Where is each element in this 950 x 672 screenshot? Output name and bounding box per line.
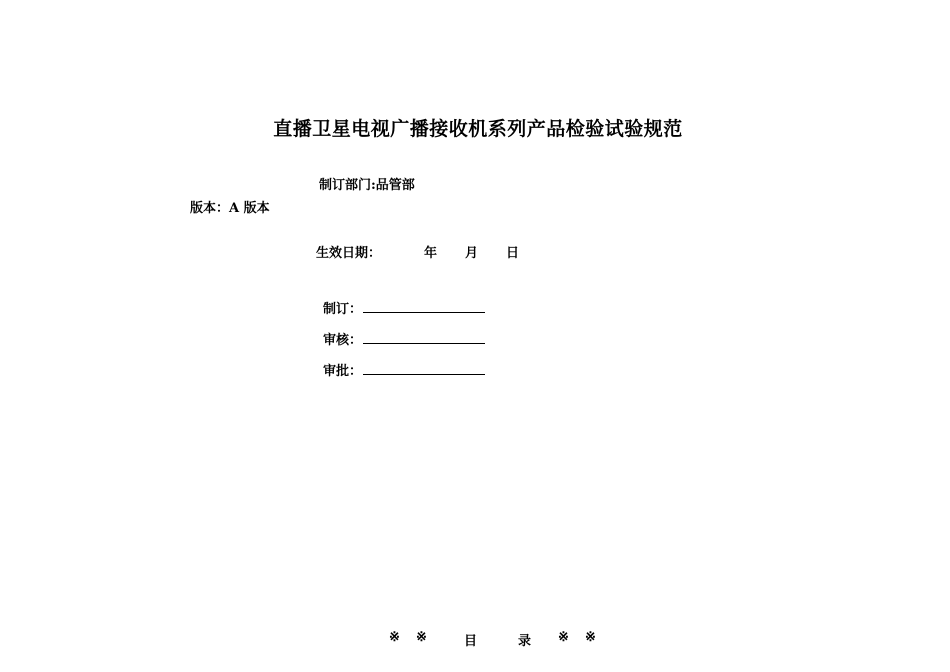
date-year-label: 年 [424,246,438,261]
approve-label: 审批： [323,364,363,379]
date-month-label: 月 [465,246,479,261]
department-field: 制订部门:品管部 [319,178,415,193]
draft-label: 制订： [323,302,363,317]
toc-heading-char-lu: 录 [518,634,532,649]
toc-reference-mark: ※ [585,630,596,645]
version-field: 版本：A 版本 [190,201,270,216]
approve-signature-line [363,374,485,375]
review-label: 审核： [323,333,363,348]
document-title: 直播卫星电视广播接收机系列产品检验试验规范 [273,118,683,140]
effective-date-label: 生效日期： [316,246,382,261]
toc-reference-mark: ※ [389,630,400,645]
toc-reference-mark: ※ [558,630,569,645]
date-day-label: 日 [506,246,520,261]
toc-heading-char-mu: 目 [464,634,478,649]
toc-reference-mark: ※ [416,630,427,645]
review-signature-line [363,343,485,344]
toc-heading [389,630,609,648]
draft-signature-line [363,312,485,313]
